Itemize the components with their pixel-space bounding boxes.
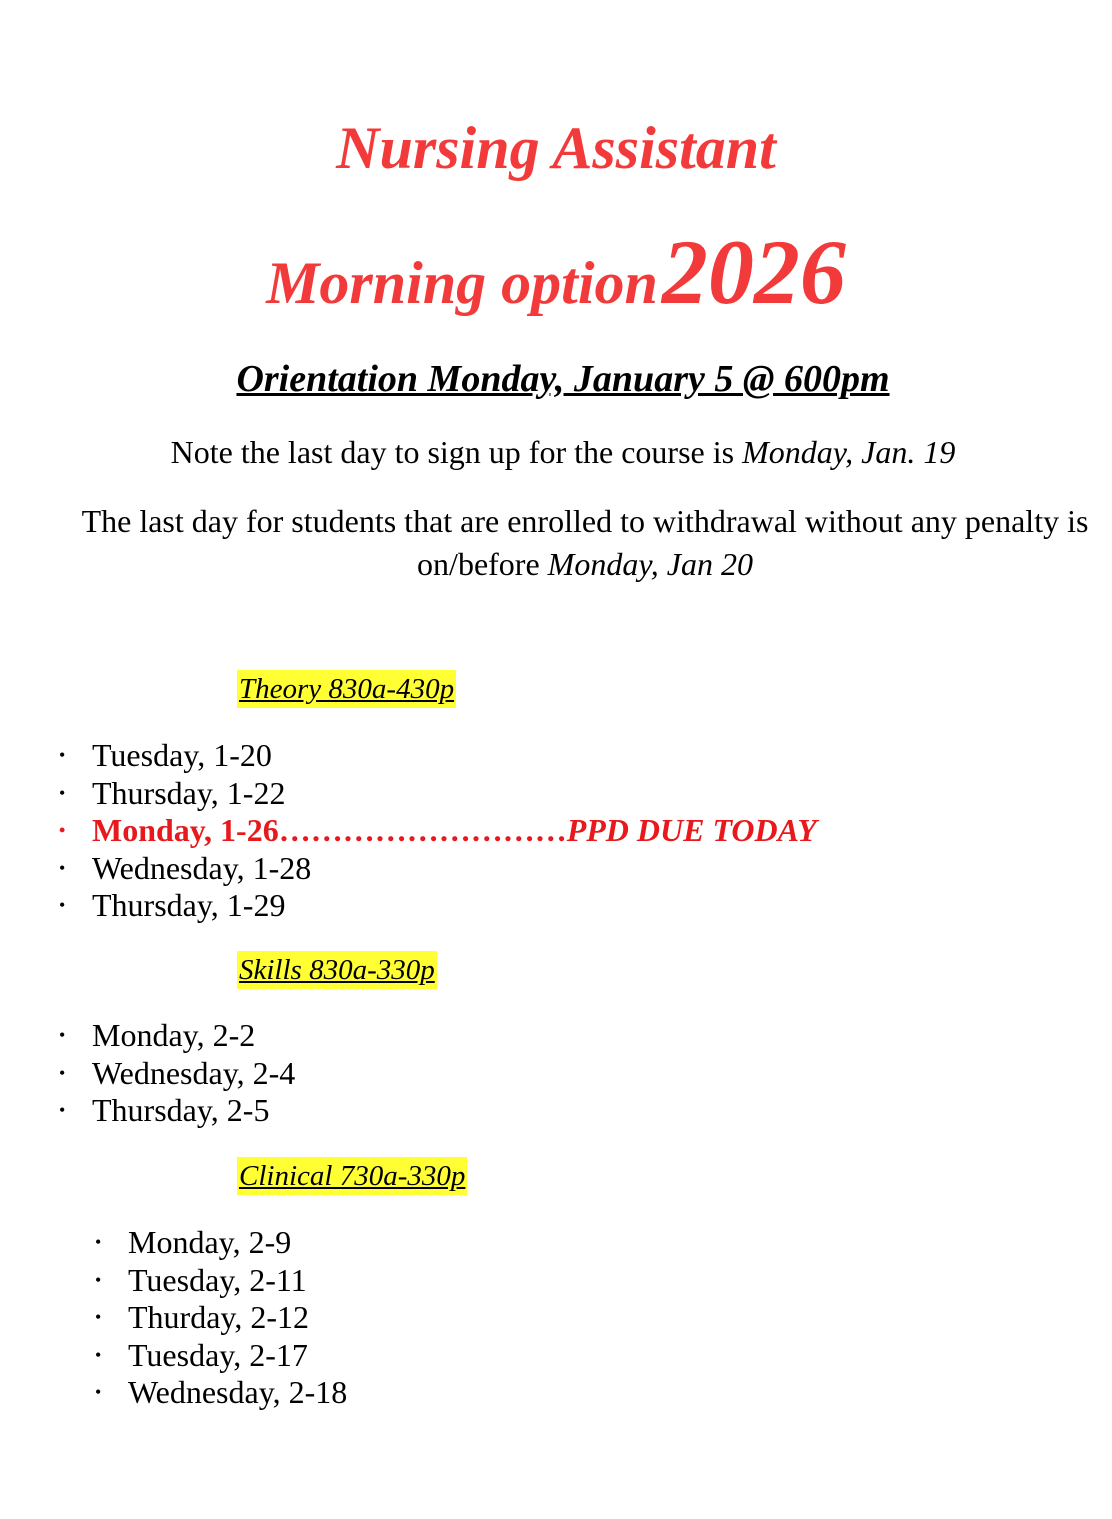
bullet-icon: •	[95, 1269, 102, 1290]
clinical-day: Thurday, 2-12	[128, 1299, 309, 1335]
clinical-day-list	[95, 1224, 348, 1412]
bullet-icon: •	[59, 782, 66, 803]
theory-day: Tuesday, 1-20	[92, 737, 272, 773]
bullet-icon: •	[59, 857, 66, 878]
ppd-due-alert: PPD DUE TODAY	[566, 812, 817, 848]
skills-heading: Skills 830a-330p	[237, 951, 437, 989]
list-item-ppd-due	[59, 812, 817, 850]
signup-note-date: Monday, Jan. 19	[742, 434, 956, 470]
withdrawal-note-text: The last day for students that are enrolled to withdrawal without any penalty is on/before	[81, 503, 1089, 582]
signup-note	[0, 430, 1112, 474]
list-item	[59, 1092, 295, 1130]
list-item	[59, 737, 817, 775]
bullet-icon: •	[59, 1025, 66, 1045]
list-item	[59, 887, 817, 925]
orientation-heading: Orientation Monday, January 5 @ 600pm	[236, 358, 890, 400]
clinical-day: Tuesday, 2-11	[128, 1261, 307, 1298]
list-item	[95, 1261, 347, 1300]
title-line-1: Nursing Assistant	[336, 115, 776, 181]
alert-leader-dots: ………………………	[278, 812, 567, 848]
bullet-icon: •	[59, 820, 66, 840]
bullet-icon: •	[59, 895, 66, 915]
withdrawal-note-date: Monday, Jan 20	[547, 546, 753, 582]
list-item	[59, 849, 817, 888]
theory-day-list	[59, 737, 817, 925]
skills-day: Wednesday, 2-4	[92, 1054, 296, 1091]
clinical-day: Monday, 2-9	[128, 1224, 292, 1260]
title-morning-option: Morning option	[266, 250, 658, 316]
skills-day-list	[59, 1017, 296, 1130]
list-item	[59, 1054, 296, 1093]
theory-heading: Theory 830a-430p	[237, 670, 456, 708]
bullet-icon: •	[95, 1232, 102, 1252]
clinical-day: Tuesday, 2-17	[128, 1336, 308, 1373]
list-item	[95, 1224, 347, 1262]
bullet-icon: •	[59, 745, 66, 765]
bullet-icon: •	[95, 1344, 102, 1365]
withdrawal-note	[70, 500, 1100, 586]
skills-day: Thursday, 2-5	[92, 1092, 270, 1128]
bullet-icon: •	[95, 1307, 102, 1327]
title-line-2	[0, 222, 1112, 349]
list-item	[95, 1299, 347, 1337]
theory-day: Thursday, 1-29	[92, 887, 286, 923]
bullet-icon: •	[59, 1100, 66, 1120]
skills-day: Monday, 2-2	[92, 1017, 256, 1053]
bullet-icon: •	[59, 1062, 66, 1083]
title-year: 2026	[661, 221, 846, 323]
bullet-icon: •	[95, 1382, 102, 1402]
list-item	[95, 1336, 347, 1375]
list-item	[59, 1017, 295, 1055]
signup-note-text: Note the last day to sign up for the course is	[170, 434, 735, 470]
clinical-day: Wednesday, 2-18	[128, 1374, 348, 1410]
clinical-heading: Clinical 730a-330p	[237, 1157, 467, 1195]
theory-day: Thursday, 1-22	[92, 774, 286, 811]
theory-day: Monday, 1-26	[92, 812, 279, 848]
list-item	[59, 774, 817, 813]
theory-day: Wednesday, 1-28	[92, 849, 312, 886]
list-item	[95, 1374, 348, 1412]
